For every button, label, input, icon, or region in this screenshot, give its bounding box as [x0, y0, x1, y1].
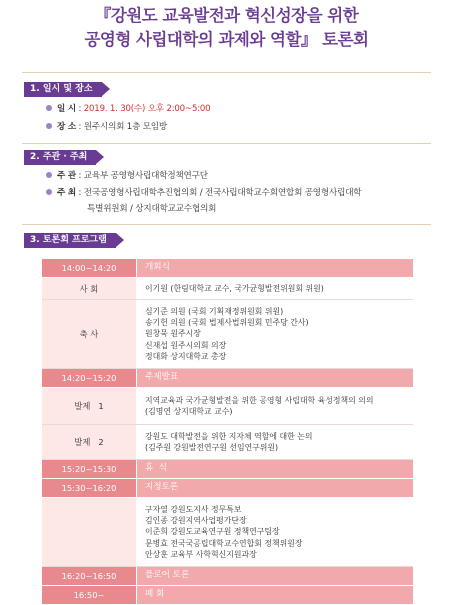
role-cell — [42, 498, 137, 566]
table-row — [42, 479, 413, 498]
organizer-sponsor: 주 최 : 전국공영형사립대학추진협의회 / 전국사립대학교수회연합회 공영형사립대학 — [46, 187, 361, 199]
bullet-icon — [46, 123, 52, 129]
section-heading-schedule: 1. 일시 및 장소 — [24, 82, 102, 97]
table-row — [42, 567, 413, 586]
content-cell: 폐 회 — [137, 586, 413, 604]
content-cell: 지정토론 — [137, 479, 413, 497]
table-row — [42, 460, 413, 479]
table-row — [42, 586, 413, 605]
divider — [22, 143, 431, 144]
table-row — [42, 278, 413, 300]
role-cell: 사 회 — [42, 278, 137, 299]
table-row — [42, 425, 413, 460]
content-cell: 플로어 토론 — [137, 567, 413, 585]
content-cell: 이기원 (한림대학교 교수, 국가균형발전위원회 위원) — [137, 278, 413, 299]
time-cell: 14:20~15:20 — [42, 369, 137, 387]
title-line-1: 『강원도 교육발전과 혁신성장을 위한 — [94, 6, 359, 25]
role-cell: 발제 2 — [42, 425, 137, 459]
bullet-icon — [46, 172, 52, 178]
table-row — [42, 498, 413, 567]
bullet-icon — [46, 189, 52, 195]
content-cell: 주제발표 — [137, 369, 413, 387]
table-row — [42, 300, 413, 369]
divider — [22, 72, 431, 73]
section-heading-program: 3. 토론회 프로그램 — [24, 233, 116, 248]
content-cell: 지역교육과 국가균형발전을 위한 공영형 사립대학 육성정책의 의의 (김명연 상지대학교 교수) — [137, 388, 413, 424]
section-heading-organizer: 2. 주관 · 주최 — [24, 150, 96, 165]
time-cell: 16:20~16:50 — [42, 567, 137, 585]
organizer-sponsor-cont: 특별위원회 / 상지대학교교수협의회 — [87, 204, 217, 214]
content-cell: 휴 식 — [137, 460, 413, 478]
role-cell: 축 사 — [42, 300, 137, 368]
time-cell: 15:20~15:30 — [42, 460, 137, 478]
role-cell: 발제 1 — [42, 388, 137, 424]
content-cell: 구자열 강원도지사 정무특보 김인종 강원지역사업평가단장 이준희 강원도교육연구원 정책연구팀장 문병효 전국국공립대학교수연합회 정책위원장 안상훈 교육부 사학혁신지원과장 — [137, 498, 413, 566]
schedule-place: 장 소 : 원주시의회 1층 모임방 — [46, 121, 167, 133]
event-title — [0, 4, 453, 52]
table-row — [42, 259, 413, 278]
time-cell: 15:30~16:20 — [42, 479, 137, 497]
schedule-date: 일 시 : 2019. 1. 30(수) 오후 2:00~5:00 — [46, 103, 210, 115]
table-row — [42, 369, 413, 388]
organizer-host: 주 관 : 교육부 공영형사립대학정책연구단 — [46, 170, 208, 182]
program-table — [42, 259, 413, 605]
time-cell: 14:00~14:20 — [42, 259, 137, 277]
content-cell: 개회식 — [137, 259, 413, 277]
divider — [22, 224, 431, 225]
bullet-icon — [46, 105, 52, 111]
content-cell: 강원도 대학발전을 위한 지자체 역할에 대한 논의 (김주원 강원발전연구원 선임연구위원) — [137, 425, 413, 459]
time-cell: 16:50~ — [42, 586, 137, 604]
content-cell: 심기준 의원 (국회 기획재정위원회 위원) 송기헌 의원 (국회 법제사법위원회 민주당 간사) 원창묵 원주시장 신재섭 원주시의회 의장 정대화 상지대학교 총장 — [137, 300, 413, 368]
title-line-2: 공영형 사립대학의 과제와 역할』 토론회 — [84, 30, 369, 49]
table-row — [42, 388, 413, 425]
